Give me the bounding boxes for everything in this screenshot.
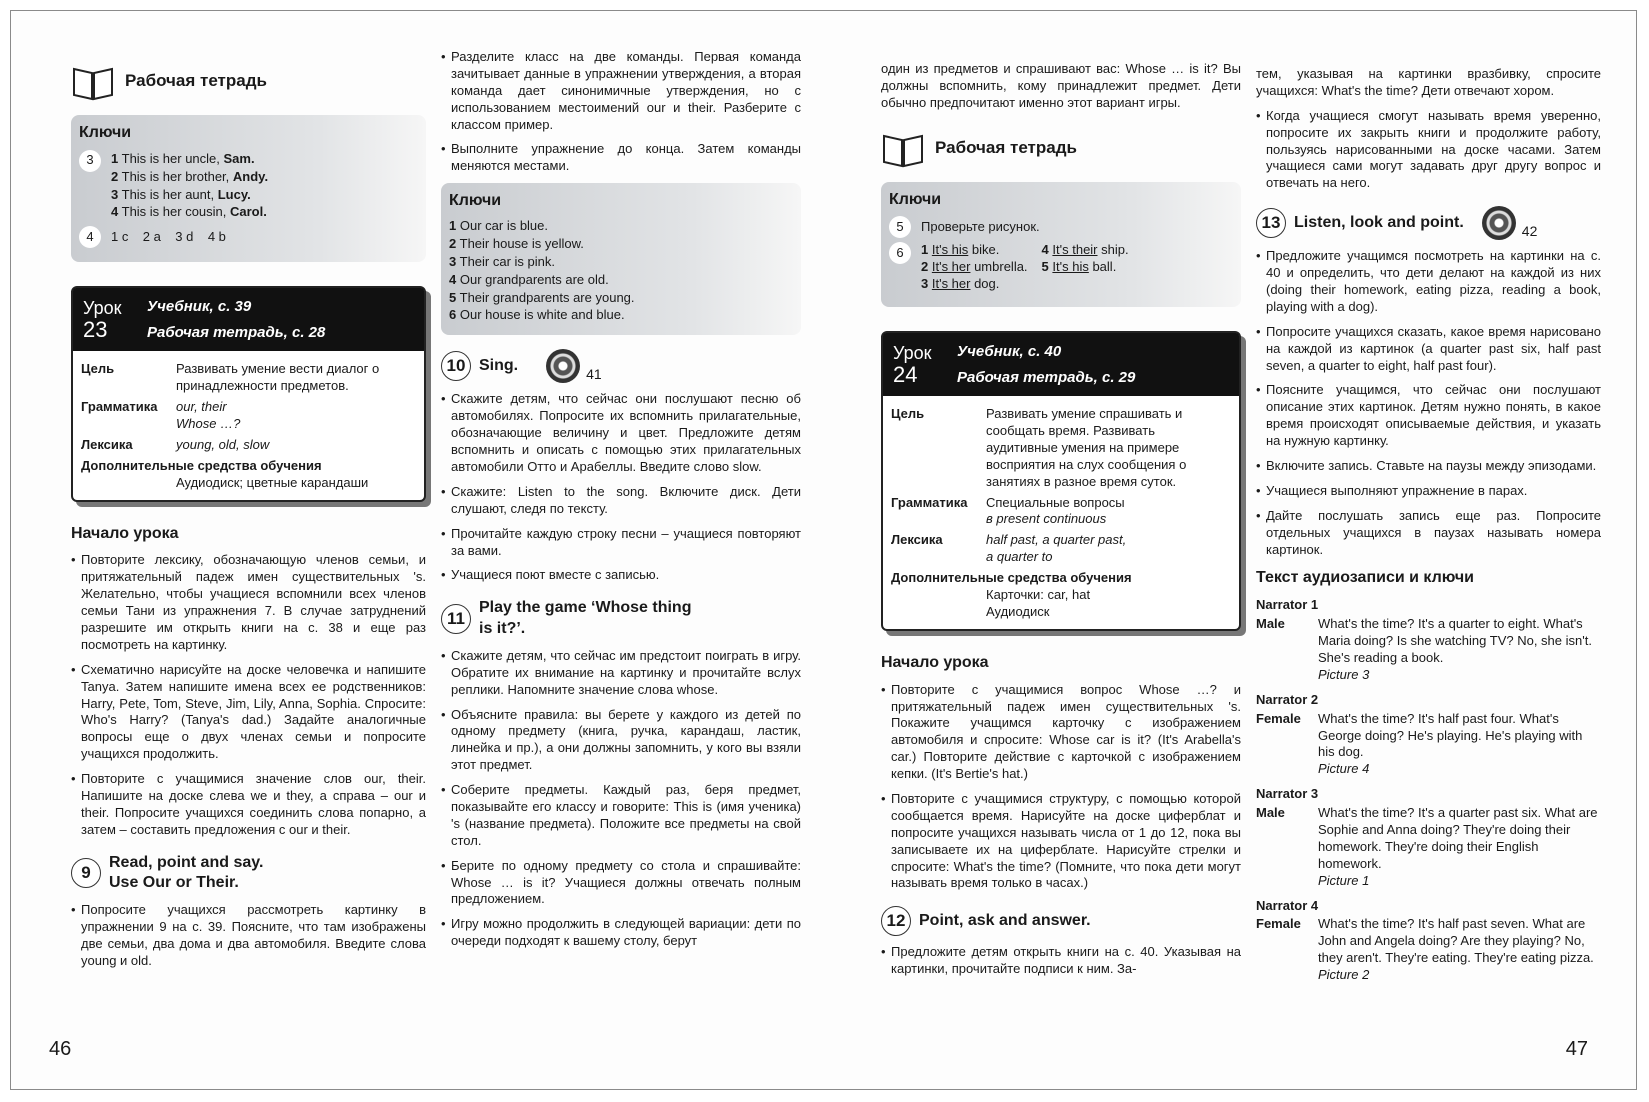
key-number: 3: [449, 253, 457, 269]
keys-box: [71, 115, 426, 262]
bullet-item: • Скажите детям, что сейчас им предстоит поиграть в игру. Обратите их внимание на картинку и прочитайте вслух реплики. Напомните значение слова whose.: [441, 648, 801, 699]
keys-box: [881, 182, 1241, 307]
key-number: 4: [1041, 242, 1049, 258]
column-2: [441, 49, 801, 958]
section-title: Текст аудиозаписи и ключи: [1256, 569, 1474, 587]
audio-block: [1256, 597, 1601, 683]
key-text: Their house is yellow.: [459, 235, 584, 251]
narrator-label: Narrator 3: [1256, 786, 1319, 802]
bullet-item: • Схематично нарисуйте на доске человечка и напишите Tanya. Затем напишите имена всех ее родственников: Harry, Pete, Tom, Steve, Jim, Lily, Anna, Sophia. Спросите: Who's Harry? (Tanya's dad.) Задайте аналогичные вопросы еще о двух членах семьи и попросите учащихся продолжить.: [71, 662, 426, 763]
bullet-item: • Включите запись. Ставьте на паузы между эпизодами.: [1256, 458, 1601, 475]
open-book-icon: [71, 61, 115, 101]
key-text: Their grandparents are young.: [459, 289, 635, 305]
key-underlined: It's her: [931, 276, 971, 292]
key-number: 2: [449, 235, 457, 251]
bullet-item: • Когда учащиеся смогут называть время уверенно, попросите их закрыть книги и продолжите работу, пользуясь нарисованными на доске часами. Затем учащиеся сами могут задавать друг другу вопрос и отвечать на него.: [1256, 108, 1601, 192]
audio-row: [1256, 916, 1601, 984]
keys-list: [449, 218, 791, 324]
column-3: [881, 61, 1241, 986]
exercise-title: Point, ask and answer.: [919, 911, 1091, 929]
field-value: Развивать умение спрашивать и сообщать время. Развивать аудитивные умения на примере восприятия на слух сообщения о занятиях в разное время суток.: [986, 406, 1187, 489]
key-name: Lucy.: [217, 186, 251, 202]
keys-item: [1042, 242, 1149, 259]
bullet-item: • Предложите учащимся посмотреть на картинки на с. 40 и определить, что дети делают на каждой из них (doing their homework, eating pizza, reading a book, playing with a dog).: [1256, 248, 1601, 316]
exercise-title: Listen, look and point.: [1294, 213, 1464, 231]
field-value-line: our, their: [176, 399, 227, 415]
lesson-grammar: [81, 399, 414, 433]
audio-transcript: [1256, 597, 1601, 984]
key-number: 3: [921, 276, 929, 292]
audio-block: [1256, 692, 1601, 778]
lesson-label: Урок: [893, 342, 932, 363]
bullet-item: • Предложите детям открыть книги на с. 40. Указывая на картинки, прочитайте подписи к ним. За-: [881, 944, 1241, 978]
bullet-item: • Попросите учащихся рассмотреть картинку в упражнении 9 на с. 39. Поясните, что там изображены две семьи, два дома и два автомобиля. Введите слова young и old.: [71, 902, 426, 970]
exercise-number: 11: [441, 604, 471, 634]
lesson-box: [881, 331, 1241, 631]
key-underlined: It's his: [1052, 259, 1089, 275]
exercise-title-line: Read, point and say.: [109, 853, 264, 871]
keys-answer: Проверьте рисунок.: [921, 219, 1040, 235]
field-label: Грамматика: [81, 399, 158, 415]
audio-text-block: [1318, 916, 1601, 984]
track-number: 42: [1521, 223, 1538, 240]
keys-item: [921, 242, 1028, 259]
lesson-label: Урок: [83, 297, 122, 318]
field-label: Цель: [81, 361, 115, 377]
lesson-number-value: 24: [893, 361, 918, 387]
field-label: Лексика: [81, 436, 133, 452]
bullet-item: • Повторите лексику, обозначающую членов семьи, и притяжательный падеж имен существительных 's. Желательно, чтобы учащиеся вспомнили всех членов семьи Тани из упражнения 7. В случае затруднений разрешите им открыть книги на с. 38 и еще раз посмотреть на картинку.: [71, 552, 426, 653]
bullet-item: • Объясните правила: вы берете у каждого из детей по одному предмету (книга, ручка, карандаш, ластик, линейка и пр.), а они должны запомнить, у кого вы взяли этот предмет.: [441, 707, 801, 775]
lesson-references: [957, 339, 1135, 390]
key-name: Andy.: [232, 168, 269, 184]
key-number: 4: [111, 204, 119, 220]
workbook-title: Рабочая тетрадь: [125, 70, 267, 90]
lesson-ref-workbook: Рабочая тетрадь, с. 29: [957, 368, 1136, 386]
key-text: umbrella.: [970, 259, 1028, 275]
bullet-list: [441, 648, 801, 950]
book-spread: [10, 10, 1637, 1090]
lesson-references: [147, 294, 325, 345]
key-text: This is her uncle,: [121, 150, 224, 166]
field-value: Аудиодиск; цветные карандаши: [176, 474, 369, 490]
exercise-number: 10: [441, 351, 471, 381]
lesson-number: [83, 299, 129, 341]
field-label: Цель: [891, 406, 925, 422]
key-underlined: It's her: [931, 259, 971, 275]
audio-cd-icon: [546, 349, 580, 383]
workbook-title: Рабочая тетрадь: [935, 137, 1077, 157]
bullet-list: [881, 682, 1241, 893]
key-text: Our grandparents are old.: [459, 271, 609, 287]
key-text: ship.: [1097, 242, 1129, 258]
exercise-9-header: [71, 853, 426, 895]
key-number: 4: [449, 271, 457, 287]
keys-title: Ключи: [79, 124, 132, 141]
speaker-label: Male: [1256, 805, 1285, 821]
lesson-extra: [81, 458, 414, 492]
key-number: 2: [111, 168, 119, 184]
key-text: This is her aunt,: [121, 186, 218, 202]
audio-text: What's the time? It's a quarter past six. What are Sophie and Anna doing? They're doing their homework. They're doing their English homework.: [1318, 805, 1598, 871]
picture-ref: Picture 4: [1318, 761, 1370, 777]
bullet-list: [71, 902, 426, 970]
audio-cd-icon: [1482, 206, 1516, 240]
lesson-grammar: [891, 495, 1229, 529]
field-value: [986, 495, 1229, 529]
keys-exercise-5: [889, 216, 1231, 238]
field-value: [176, 399, 414, 433]
key-underlined: It's his: [931, 242, 969, 258]
lesson-lexis: [891, 532, 1229, 566]
audio-text-block: [1318, 805, 1601, 889]
lesson-number: [893, 344, 939, 386]
lesson-header: [883, 333, 1239, 396]
field-label: Лексика: [891, 532, 943, 548]
keys-item: [921, 259, 1028, 276]
bullet-item: • Поясните учащимся, что сейчас они послушают описание этих картинок. Детям нужно понять, в какое время происходят описываемые действия, и указать на нужную картинку.: [1256, 382, 1601, 450]
lesson-ref-workbook: Рабочая тетрадь, с. 28: [147, 323, 326, 341]
field-label: Дополнительные средства обучения: [891, 570, 1132, 586]
bullet-item: • Соберите предметы. Каждый раз, беря предмет, показывайте его классу и говорите: This is (имя ученика) 's (название предмета). Положите все предметы на свой стол.: [441, 782, 801, 850]
key-number: 2: [921, 259, 929, 275]
column-1: [71, 61, 426, 978]
narrator-label: Narrator 2: [1256, 691, 1319, 707]
key-number: 6: [449, 307, 457, 323]
keys-item: [111, 187, 268, 204]
key-number: 1: [111, 150, 119, 166]
audio-text-block: [1318, 616, 1601, 684]
keys-item: [1042, 259, 1149, 276]
lesson-body: [883, 396, 1239, 629]
exercise-number: 12: [881, 906, 911, 936]
exercise-number: 13: [1256, 208, 1286, 238]
bullet-item: • Игру можно продолжить в следующей вариации: дети по очереди подходят к вашему столу, берут: [441, 916, 801, 950]
exercise-title-line: is it?’.: [479, 620, 526, 638]
keys-title: Ключи: [449, 192, 502, 210]
exercise-title: [479, 598, 691, 640]
exercise-number: 9: [71, 858, 101, 888]
bullet-item: • Скажите: Listen to the song. Включите диск. Дети слушают, следя по тексту.: [441, 484, 801, 518]
bullet-list: [441, 391, 801, 584]
audio-row: [1256, 711, 1601, 779]
field-value-line: a quarter to: [986, 549, 1053, 565]
audio-text: What's the time? It's half past four. What's George doing? He's playing. He's playing with his dog.: [1318, 710, 1583, 760]
bullet-item: • Попросите учащихся сказать, какое время нарисовано на каждой из картинок (a quarter past six, half past seven, a quarter to eight, half past four).: [1256, 324, 1601, 375]
bullet-item: • Скажите детям, что сейчас они послушают песню об автомобилях. Попросите их вспомнить прилагательные, обозначающие величину и цвет. Предложите детям вспомнить и описать с помощью этих прилагательных автомобили Отто и Арабеллы. Введите слово slow.: [441, 391, 801, 475]
lesson-extra: [891, 570, 1229, 621]
audio-text: What's the time? It's a quarter to eight. What's Maria doing? Is she watching TV? No, she isn't. She's reading a book.: [1318, 616, 1592, 665]
key-name: Carol.: [230, 204, 267, 220]
keys-item: [449, 272, 791, 289]
key-number: 1: [921, 242, 929, 258]
keys-exercise-4: [79, 226, 416, 248]
column-4: [1256, 66, 1601, 986]
lesson-header: [73, 288, 424, 351]
bullet-item: • Учащиеся выполняют упражнение в парах.: [1256, 483, 1601, 500]
page-number: 47: [1565, 1038, 1588, 1060]
speaker-label: Female: [1256, 710, 1301, 726]
audio-text: What's the time? It's half past seven. What are John and Angela doing? Are they playing? No, they aren't. They're eating. They're eating pizza.: [1318, 916, 1594, 966]
keys-item: [111, 204, 268, 221]
audio-text-block: [1318, 711, 1601, 779]
lesson-ref-textbook: Учебник, с. 40: [957, 343, 1062, 361]
section-title: Начало урока: [881, 653, 989, 671]
field-value: young, old, slow: [176, 436, 270, 452]
bullet-item: • Разделите класс на две команды. Первая команда зачитывает данные в упражнении утверждения, а вторая команда дает синонимичные утверждения, но с использованием местоимений our и their. Разберите с классом пример.: [441, 49, 801, 133]
exercise-number: 6: [889, 242, 911, 264]
field-value-line: Специальные вопросы: [986, 494, 1125, 510]
keys-exercise-3: [79, 150, 416, 223]
field-value-line: Аудиодиск: [986, 603, 1050, 619]
keys-list: [111, 150, 268, 223]
keys-item: [449, 254, 791, 271]
field-value-line: Карточки: car, hat: [986, 587, 1091, 603]
field-value-line: Whose …?: [176, 416, 241, 432]
field-value-line: в present continuous: [986, 511, 1107, 527]
bullet-item: • Прочитайте каждую строку песни – учащиеся повторяют за вами.: [441, 526, 801, 560]
key-number: 5: [449, 289, 457, 305]
picture-ref: Picture 1: [1318, 872, 1370, 888]
lesson-box: [71, 286, 426, 501]
keys-item: [449, 290, 791, 307]
exercise-number: 3: [79, 150, 101, 172]
bullet-item: • Повторите с учащимися структуру, с помощью которой сообщается время. Нарисуйте на доске циферблат и попросите учащихся называть числа от 1 до 12, пока вы записываете их на циферблате. Нарисуйте стрелки и спросите: What's the time? (Помните, что пока дети могут называть время только в часах.): [881, 791, 1241, 892]
picture-ref: Picture 2: [1318, 967, 1370, 983]
bullet-list: [1256, 248, 1601, 558]
key-number: 5: [1041, 259, 1049, 275]
paragraph: тем, указывая на картинки вразбивку, спросите учащихся: What's the time? Дети отвечают хором.: [1256, 66, 1601, 98]
exercise-12-header: [881, 906, 1241, 936]
narrator-label: Narrator 1: [1256, 597, 1319, 613]
lesson-lexis: [81, 437, 414, 454]
key-underlined: It's their: [1052, 242, 1098, 258]
field-value: Развивать умение вести диалог о принадлежности предметов.: [176, 361, 380, 394]
key-text: Our house is white and blue.: [459, 307, 625, 323]
key-name: Sam.: [223, 150, 255, 166]
bullet-item: • Учащиеся поют вместе с записью.: [441, 567, 801, 584]
open-book-icon: [881, 128, 925, 168]
key-text: bike.: [968, 242, 1000, 258]
bullet-item: • Берите по одному предмету со стола и спрашивайте: Whose … is it? Учащиеся должны отвечать полным предложением.: [441, 858, 801, 909]
picture-ref: Picture 3: [1318, 666, 1370, 682]
speaker-label: Female: [1256, 916, 1301, 932]
lesson-goal: [81, 361, 414, 395]
audio-block: [1256, 898, 1601, 984]
keys-item: [449, 236, 791, 253]
key-number: 1: [449, 218, 457, 234]
keys-exercise-6: [889, 242, 1231, 293]
exercise-title-line: Play the game ‘Whose thing: [479, 599, 692, 617]
exercise-11-header: [441, 598, 801, 640]
bullet-item: • Выполните упражнение до конца. Затем команды меняются местами.: [441, 141, 801, 175]
key-text: Our car is blue.: [459, 218, 549, 234]
bullet-list: [71, 552, 426, 838]
exercise-number: 4: [79, 226, 101, 248]
keys-title: Ключи: [889, 190, 942, 208]
keys-item: [449, 218, 791, 235]
bullet-item: • Повторите с учащимися значение слов our, their. Напишите на доске слева we и they, а справа – our и their. Попросите учащихся соединить слова попарно, а затем – составить предложения с our и their.: [71, 771, 426, 839]
exercise-title-line: Use Our or Their.: [109, 874, 239, 892]
section-title: Начало урока: [71, 524, 179, 542]
workbook-header: [881, 128, 1241, 168]
key-text: Their car is pink.: [459, 253, 555, 269]
keys-item: [111, 151, 268, 168]
bullet-item: • Повторите с учащимися вопрос Whose …? и притяжательный падеж имен существительных 's. Покажите учащимся карточку с изображением автомобиля и спросите: Whose car is it? (It's Arabella's car.) Повторите действие с карточкой с изображением кепки. (It's Bertie's hat.): [881, 682, 1241, 783]
lesson-goal: [891, 406, 1229, 490]
audio-row: [1256, 805, 1601, 889]
paragraph: один из предметов и спрашивают вас: Whose … is it? Вы должны вспомнить, кому принадлежит предмет. Дети обычно предпочитают именно этот вариант игры.: [881, 61, 1241, 110]
field-value-line: half past, a quarter past,: [986, 532, 1127, 548]
keys-item: [111, 169, 268, 186]
keys-box: [441, 183, 801, 335]
keys-item: [449, 307, 791, 324]
bullet-list: [1256, 108, 1601, 192]
keys-item: [921, 276, 1028, 293]
lesson-ref-textbook: Учебник, с. 39: [147, 298, 252, 316]
lesson-body: [73, 351, 424, 499]
exercise-number: 5: [889, 216, 911, 238]
track-number: 41: [586, 366, 602, 383]
bullet-list: [881, 944, 1241, 978]
exercise-13-header: [1256, 206, 1601, 240]
workbook-header: [71, 61, 426, 101]
key-text: This is her brother,: [121, 168, 233, 184]
audio-block: [1256, 786, 1601, 889]
bullet-list: [441, 49, 801, 175]
key-text: dog.: [970, 276, 1000, 292]
page-number: 46: [49, 1038, 72, 1060]
field-label: Грамматика: [891, 494, 968, 510]
lesson-number-value: 23: [83, 316, 108, 342]
field-label: Дополнительные средства обучения: [81, 457, 322, 473]
audio-row: [1256, 616, 1601, 684]
narrator-label: Narrator 4: [1256, 897, 1319, 913]
exercise-title: [109, 853, 263, 895]
key-text: ball.: [1088, 259, 1117, 275]
key-number: 3: [111, 186, 119, 202]
key-text: This is her cousin,: [121, 204, 230, 220]
keys-answer: 1 c 2 a 3 d 4 b: [111, 229, 226, 245]
field-value: [986, 532, 1229, 566]
speaker-label: Male: [1256, 616, 1285, 632]
exercise-title: Sing.: [479, 356, 519, 374]
keys-grid: [921, 242, 1148, 293]
bullet-item: • Дайте послушать запись еще раз. Попросите отдельных учащихся в паузах называть номера картинок.: [1256, 508, 1601, 559]
exercise-10-header: [441, 349, 801, 383]
